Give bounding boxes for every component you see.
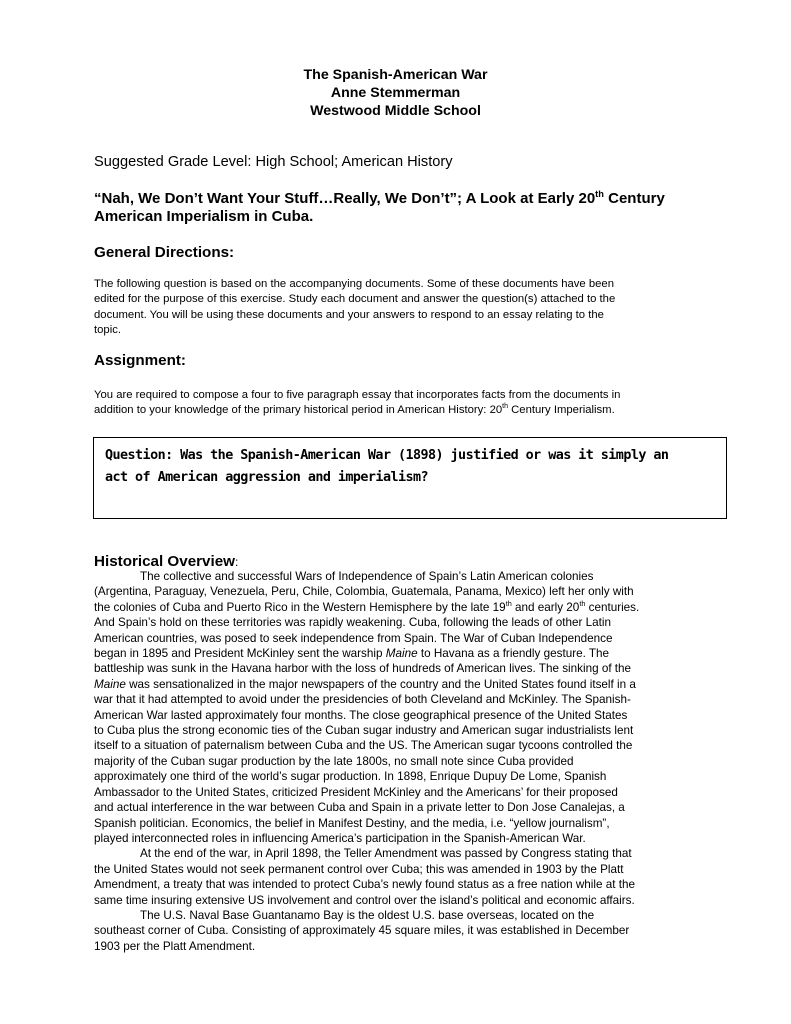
ship-name: Maine (94, 677, 126, 691)
question-line: act of American aggression and imperialism? (105, 470, 429, 485)
school-name: Westwood Middle School (310, 103, 481, 119)
ship-name: Maine (385, 647, 418, 661)
text-line: southeast corner of Cuba. Consisting of approximately 45 square miles, it was established in December (94, 924, 630, 938)
text-line: The U.S. Naval Base Guantanamo Bay is the oldest U.S. base overseas, located on the (140, 908, 595, 922)
heading-text: Historical Overview (94, 553, 235, 570)
text-line: Ambassador to the United States, criticized President McKinley and the Americans’ for their proposed (94, 785, 618, 799)
text-line: American countries, was posed to seek independence from Spain. The War of Cuban Independence (94, 631, 613, 645)
lesson-title-text: “Nah, We Don’t Want Your Stuff…Really, We Don’t”; A Look at Early 20 (94, 190, 596, 207)
text-line: (Argentina, Paraguay, Venezuela, Peru, Chile, Colombia, Guatemala, Panama, Mexico) left her only with (94, 585, 634, 599)
text-line: the United States would not seek permanent control over Cuba; this was amended in 1903 by the Platt (94, 862, 624, 876)
text-line: Spanish politician. Economics, the belief in Manifest Destiny, and the media, i.e. “yellow journalism”, (94, 816, 610, 830)
text-line: And Spain’s hold on these territories was rapidly weakening. Cuba, following the leads of other Latin (94, 616, 611, 630)
lesson-title-line: American Imperialism in Cuba. (94, 208, 314, 225)
text-line: document. You will be using these documents and your answers to respond to an essay relating to the (94, 308, 604, 321)
general-directions-text (94, 277, 714, 339)
author-name: Anne Stemmerman (330, 85, 461, 101)
text-line: The collective and successful Wars of Independence of Spain’s Latin American colonies (140, 570, 594, 583)
document-header (0, 66, 791, 120)
lesson-title-text: Century (603, 190, 665, 207)
historical-overview-text (94, 569, 719, 954)
assignment-heading: Assignment: (94, 352, 186, 369)
text-segment: Century Imperialism. (508, 404, 615, 417)
text-line: approximately one third of the world’s sugar production. In 1898, Enrique Dupuy De Lome, Spanish (94, 770, 607, 784)
question-line: Question: Was the Spanish-American War (1898) justified or was it simply an (105, 448, 669, 463)
text-line: to Cuba plus the strong economic ties of the Cuban sugar industry and American sugar industrialists lent (94, 724, 634, 738)
superscript: th (595, 189, 604, 199)
question-text (105, 445, 668, 489)
text-line: itself to a situation of paternalism between Cuba and the US. The American sugar tycoons controlled the (94, 739, 633, 753)
text-line: same time insuring extensive US involvement and control over the island’s political and economic affairs. (94, 893, 635, 907)
text-line: played interconnected roles in influencing America’s participation in the Spanish-American War. (94, 831, 586, 845)
historical-overview-heading (94, 553, 238, 570)
text-line: and actual interference in the war between Cuba and Spain in a private letter to Don Jose Canalejas, a (94, 801, 625, 815)
text-line: edited for the purpose of this exercise. Study each document and answer the question(s) attached to the (94, 293, 616, 306)
text-line: battleship was sunk in the Havana harbor with the loss of hundreds of American lives. The sinking of the (94, 662, 632, 676)
grade-level: Suggested Grade Level: High School; American History (94, 154, 453, 170)
superscript: th (579, 598, 586, 608)
lesson-title (94, 190, 734, 226)
text-line: You are required to compose a four to five paragraph essay that incorporates facts from the documents in (94, 389, 621, 401)
assignment-text (94, 388, 714, 419)
text-line: Amendment, a treaty that was intended to protect Cuba’s newly found status as a free nation while at the (94, 878, 635, 892)
text-line: At the end of the war, in April 1898, the Teller Amendment was passed by Congress stating that (140, 847, 632, 861)
text-segment: addition to your knowledge of the primary historical period in American History: 20 (94, 404, 503, 417)
text-segment: began in 1895 and President McKinley sent the warship (94, 647, 386, 661)
text-line: American War lasted approximately four months. The close geographical presence of the United States (94, 708, 628, 722)
text-segment: centuries. (585, 600, 640, 614)
text-segment: was sensationalized in the major newspapers of the country and the United States found itself in a (125, 677, 636, 691)
superscript: th (502, 403, 508, 411)
text-line: majority of the Cuban sugar production by the late 1800s, no small note since Cuba provided (94, 754, 574, 768)
text-segment: the colonies of Cuba and Puerto Rico in the Western Hemisphere by the late 19 (94, 600, 506, 614)
document-title: The Spanish-American War (303, 67, 488, 83)
superscript: th (505, 598, 512, 608)
general-directions-heading: General Directions: (94, 244, 235, 261)
heading-colon: : (234, 555, 239, 569)
text-line: The following question is based on the accompanying documents. Some of these documents have been (94, 278, 614, 290)
question-box (93, 437, 727, 519)
text-line: topic. (94, 324, 122, 337)
text-line: 1903 per the Platt Amendment. (94, 939, 256, 953)
text-segment: to Havana as a friendly gesture. The (417, 647, 610, 661)
text-segment: and early 20 (511, 600, 580, 614)
text-line: war that it had attempted to avoid under the presidencies of both Cleveland and McKinley. The Spanish- (94, 693, 631, 707)
